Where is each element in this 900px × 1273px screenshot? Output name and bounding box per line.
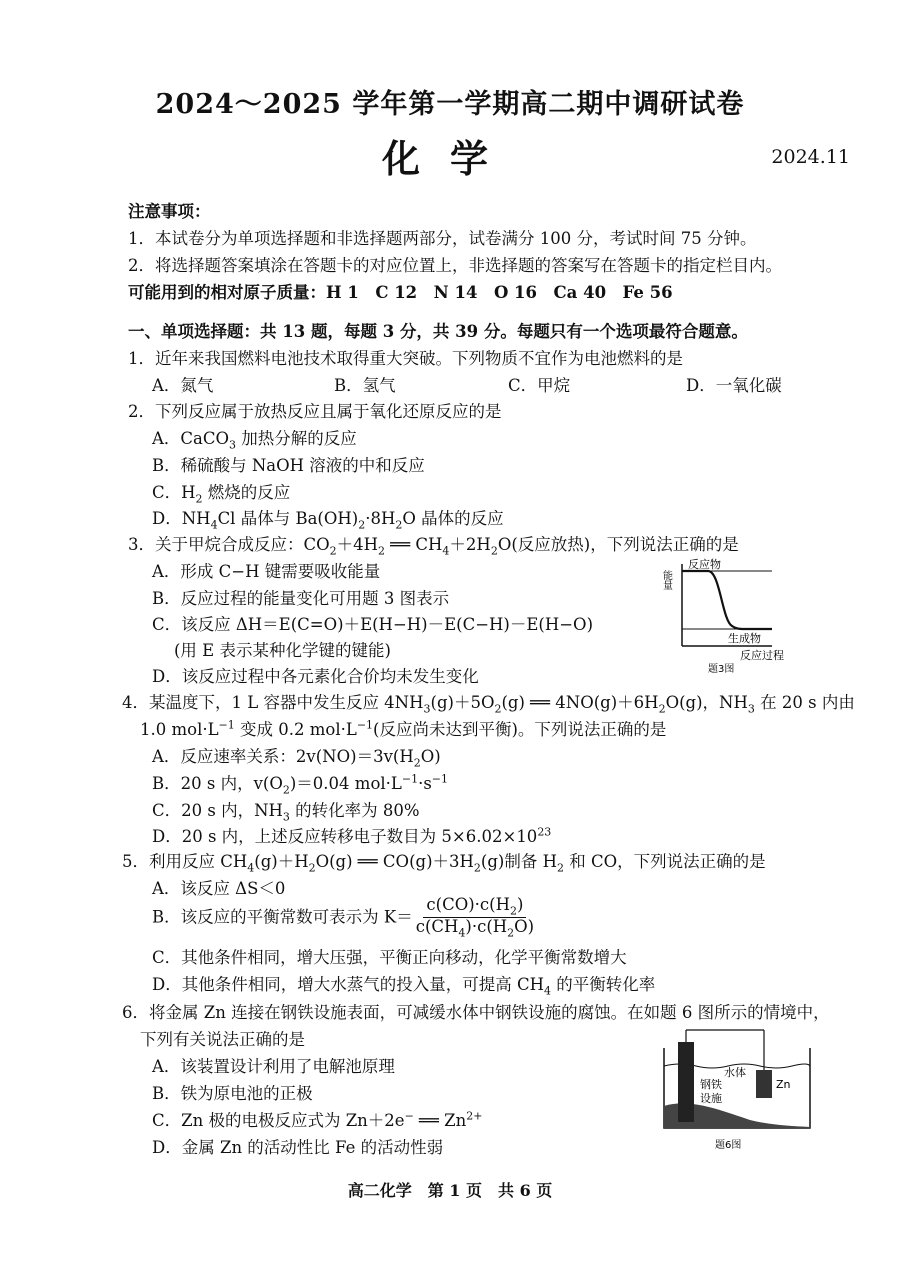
q6-option-c: C．Zn 极的电极反应式为 Zn＋2e− ══ $Zn^{2+}$ <box>152 1109 483 1130</box>
steel-facility <box>678 1042 694 1122</box>
q5-option-d: D．其他条件相同，增大水蒸气的投入量，可提高 $CH_4$ 的平衡转化率 <box>152 975 656 998</box>
q4-stem: 4．某温度下，1 L 容器中发生反应 $4NH_3(g)+5O_2(g)$ ══ $4NO(g)+6H_2O(g)$，$NH_3$ 在 20 s 内由 <box>122 693 855 716</box>
q2-stem: 2．下列反应属于放热反应且属于氧化还原反应的是 <box>128 402 502 421</box>
section-heading: 一、单项选择题：共 13 题，每题 3 分，共 39 分。每题只有一个选项最符合题意。 <box>128 322 748 341</box>
exam-title: 2024～2025 学年第一学期高二期中调研试卷 <box>155 89 745 120</box>
q4-option-c: C．20 s 内，$NH_3$ 的转化率为 80% <box>152 801 420 824</box>
notice-heading: 注意事项： <box>128 202 211 221</box>
q3-option-a: A．形成 C−H 键需要吸收能量 <box>152 562 381 581</box>
q3-fig-reactant: 反应物 <box>688 558 721 571</box>
q5-option-a: A．该反应 ΔS＜0 <box>152 879 286 898</box>
q2-option-c: C．$H_2$ 燃烧的反应 <box>152 483 291 506</box>
q4-option-b: B．20 s 内，$v(O_2)=0.04$ $mol\cdot L^{-1}\cdot s^{-1}$ <box>152 772 449 797</box>
q3-stem: 3．关于甲烷合成反应：$CO_2+4H_2$ ══ $CH_4+2H_2O$(反应放热)，下列说法正确的是 <box>128 535 739 558</box>
notice-item-2: 2．将选择题答案填涂在答题卡的对应位置上，非选择题的答案写在答题卡的指定栏目内。 <box>128 256 782 275</box>
q2-option-b: B．稀硫酸与 NaOH 溶液的中和反应 <box>152 456 425 475</box>
q1-option-b: B．氢气 <box>334 376 396 395</box>
equilibrium-constant-fraction: $\frac{c(CO)\cdot c(H_2)}{c(CH_4)\cdot c(H_2O)}$ <box>415 895 535 940</box>
q6-stem: 6．将金属 Zn 连接在钢铁设施表面，可减缓水体中钢铁设施的腐蚀。在如题 6 图所示的情境中， <box>122 1003 830 1022</box>
energy-curve <box>682 571 772 629</box>
q4-option-a: A．反应速率关系：$2v(NO)=3v(H_2O)$ <box>152 747 441 770</box>
q2-option-a: A．CaCO$_3$ 加热分解的反应 <box>152 429 357 452</box>
q6-figure <box>660 1028 820 1158</box>
q6-fig-water: 水体 <box>724 1066 746 1079</box>
page-footer: 高二化学 第 1 页 共 6 页 <box>347 1181 553 1200</box>
atomic-mass-line: 可能用到的相对原子质量：H 1 C 12 N 14 O 16 Ca 40 Fe 56 <box>128 283 673 302</box>
q6-fig-zn: Zn <box>776 1078 791 1091</box>
exam-date: 2024.11 <box>771 146 850 168</box>
q1-stem: 1．近年来我国燃料电池技术取得重大突破。下列物质不宜作为电池燃料的是 <box>128 349 683 368</box>
q3-fig-caption: 题3图 <box>708 664 735 674</box>
q6-option-a: A．该装置设计利用了电解池原理 <box>152 1057 395 1076</box>
notice-item-1: 1．本试卷分为单项选择题和非选择题两部分，试卷满分 100 分，考试时间 75 分钟。 <box>128 229 757 248</box>
q6-fig-steel-2: 设施 <box>700 1092 722 1105</box>
q4-option-d: D．20 s 内，上述反应转移电子数目为 $5\times 6.02\times 10^{23}$ <box>152 825 552 846</box>
zn-electrode <box>756 1070 772 1098</box>
q5-option-b: B．该反应的平衡常数可表示为 K＝ $\frac{c(CO)\cdot c(H_2)}{c(CH_4)\cdot c(H_2O)}$ <box>152 896 537 940</box>
q3-option-c-note: (用 E 表示某种化学键的键能) <box>174 641 391 660</box>
q6-option-b: B．铁为原电池的正极 <box>152 1084 313 1103</box>
q1-option-a: A．氮气 <box>152 376 214 395</box>
q3-fig-xlabel: 反应过程 <box>740 649 784 662</box>
q5-option-c: C．其他条件相同，增大压强，平衡正向移动，化学平衡常数增大 <box>152 948 627 967</box>
q1-option-d: D．一氧化碳 <box>686 376 782 395</box>
q6-fig-caption: 题6图 <box>715 1140 742 1151</box>
q3-option-c: C．该反应 ΔH＝E(C=O)＋E(H−H)－E(C−H)－E(H−O) <box>152 615 594 634</box>
q1-option-c: C．甲烷 <box>508 376 571 395</box>
q5-stem: 5．利用反应 $CH_4(g)+H_2O(g)$ ══ $CO(g)+3H_2(g)$制备 $H_2$ 和 CO，下列说法正确的是 <box>122 852 766 875</box>
q3-figure <box>660 556 810 674</box>
q6-option-d: D．金属 Zn 的活动性比 Fe 的活动性弱 <box>152 1138 444 1157</box>
q3-option-d: D．该反应过程中各元素化合价均未发生变化 <box>152 667 479 686</box>
q6-stem-line2: 下列有关说法正确的是 <box>140 1030 305 1049</box>
q4-stem-line2: 1.0 $mol\cdot L^{-1}$ 变成 0.2 $mol\cdot L^{-1}$(反应尚未达到平衡)。下列说法正确的是 <box>140 718 667 739</box>
q3-fig-product: 生成物 <box>728 632 761 645</box>
q3-fig-ylabel: 能量 <box>660 570 672 590</box>
q3-option-b: B．反应过程的能量变化可用题 3 图表示 <box>152 589 450 608</box>
subject-title: 化学 <box>381 136 518 181</box>
q6-fig-steel-1: 钢铁 <box>700 1078 722 1091</box>
q2-option-d: D．$NH_4Cl$ 晶体与 $Ba(OH)_2\cdot 8H_2O$ 晶体的反应 <box>152 509 504 532</box>
